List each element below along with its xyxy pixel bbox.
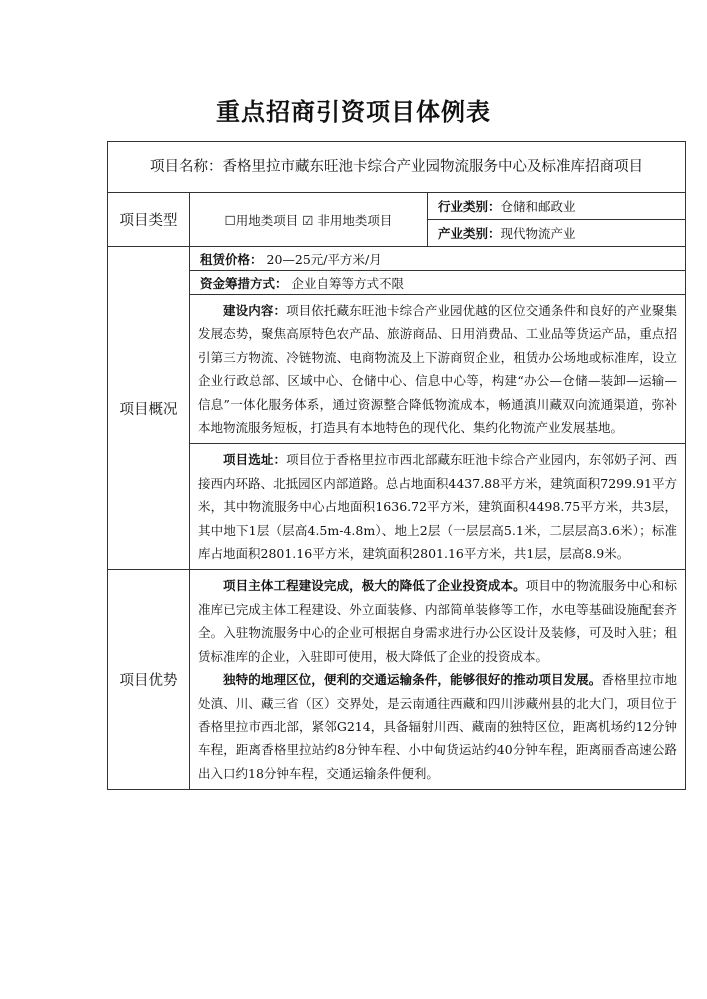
advantage-paragraph-1 — [198, 574, 677, 668]
project-type-options-cell — [190, 193, 428, 247]
advantage-2-heading: 独特的地理区位，便利的交通运输条件，能够很好的推动项目发展。 — [223, 672, 602, 688]
industry-category-label: 行业类别： — [438, 199, 501, 214]
advantage-1-heading: 项目主体工程建设完成，极大的降低了企业投资成本。 — [223, 578, 526, 594]
advantages-content-cell — [190, 570, 686, 790]
overview-label-cell — [108, 247, 190, 570]
funding-method-value: 企业自筹等方式不限 — [291, 275, 405, 291]
sector-category-value: 现代物流产业 — [500, 226, 576, 241]
site-selection-text: 项目位于香格里拉市西北部藏东旺池卡综合产业园内，东邻奶子河、西接西内环路、北抵园区内部道路。总占地面积4437.88平方米，建筑面积7299.91平方米，其中物流服务中心占地面积1636.72平方米，建筑面积4498.75平方米，共3层，其中地下1层（层高4.5m-4.8m）、地上2层（一层层高5.1米，二层层高3.6米）；标准库占地面积2801.16平方米，建筑面积2801.16平方米，共1层，层高8.9米。 — [198, 452, 677, 562]
project-name-text: 项目名称：香格里拉市藏东旺池卡综合产业园物流服务中心及标准库招商项目 — [150, 159, 643, 175]
site-selection-cell — [190, 444, 686, 570]
construction-content-label: 建设内容： — [223, 303, 287, 318]
advantage-1-text: 项目中的物流服务中心和标准库已完成主体工程建设、外立面装修、内部简单装修等工作，水电等基础设施配套齐全。入驻物流服务中心的企业可根据自身需求进行办公区设计及装修，可及时入驻；租赁标准库的企业，入驻即可使用，极大降低了企业的投资成本。 — [198, 578, 677, 664]
funding-method-cell — [190, 271, 686, 295]
project-type-label: 项目类型 — [119, 213, 178, 229]
overview-funding-row — [108, 271, 686, 295]
rent-price-value: 20—25元/平方米/月 — [266, 251, 382, 267]
advantages-label-cell — [108, 570, 190, 790]
project-type-options: ☐用地类项目 ☑ 非用地类项目 — [224, 212, 393, 228]
site-selection-label: 项目选址： — [223, 452, 287, 468]
overview-site-row — [108, 444, 686, 570]
advantage-2-text: 香格里拉市地处滇、川、藏三省（区）交界处，是云南通往西藏和四川涉藏州县的北大门，项目位于香格里拉市西北部，紧邻G214，具备辐射川西、藏南的独特区位，距离机场约12分钟车程，距离香格里拉站约8分钟车程、小中甸货运站约40分钟车程，距离丽香高速公路出入口约18分钟车程，交通运输条件便利。 — [198, 672, 677, 781]
rent-price-label: 租赁价格： — [200, 251, 263, 267]
advantages-label: 项目优势 — [119, 673, 178, 690]
overview-label: 项目概况 — [119, 401, 178, 418]
project-type-label-cell — [108, 193, 190, 247]
funding-method-label: 资金筹措方式： — [200, 275, 288, 291]
industry-category-cell — [428, 193, 686, 220]
advantage-paragraph-2 — [198, 668, 677, 785]
sector-category-cell — [428, 220, 686, 247]
overview-construction-row — [108, 295, 686, 444]
rent-price-cell — [190, 247, 686, 271]
project-name-cell — [108, 142, 686, 193]
industry-category-value: 仓储和邮政业 — [500, 199, 576, 214]
project-name-row — [108, 142, 686, 193]
project-table — [107, 141, 686, 790]
overview-rent-row — [108, 247, 686, 271]
construction-content-text: 项目依托藏东旺池卡综合产业园优越的区位交通条件和良好的产业聚集发展态势，聚焦高原特色农产品、旅游商品、日用消费品、工业品等货运产品，重点招引第三方物流、冷链物流、电商物流及上下游商贸企业，租赁办公场地或标准库，设立企业行政总部、区域中心、仓储中心、信息中心等，构建“办公—仓储—装卸—运输—信息”一体化服务体系，通过资源整合降低物流成本，畅通滇川藏双向流通渠道，弥补本地物流服务短板，打造具有本地特色的现代化、集约化物流产业发展基地。 — [198, 303, 677, 436]
advantages-row — [108, 570, 686, 790]
document-title: 重点招商引资项目体例表 — [216, 97, 491, 126]
project-type-row-1 — [108, 193, 686, 220]
construction-content-cell — [190, 295, 686, 444]
sector-category-label: 产业类别： — [438, 226, 501, 241]
